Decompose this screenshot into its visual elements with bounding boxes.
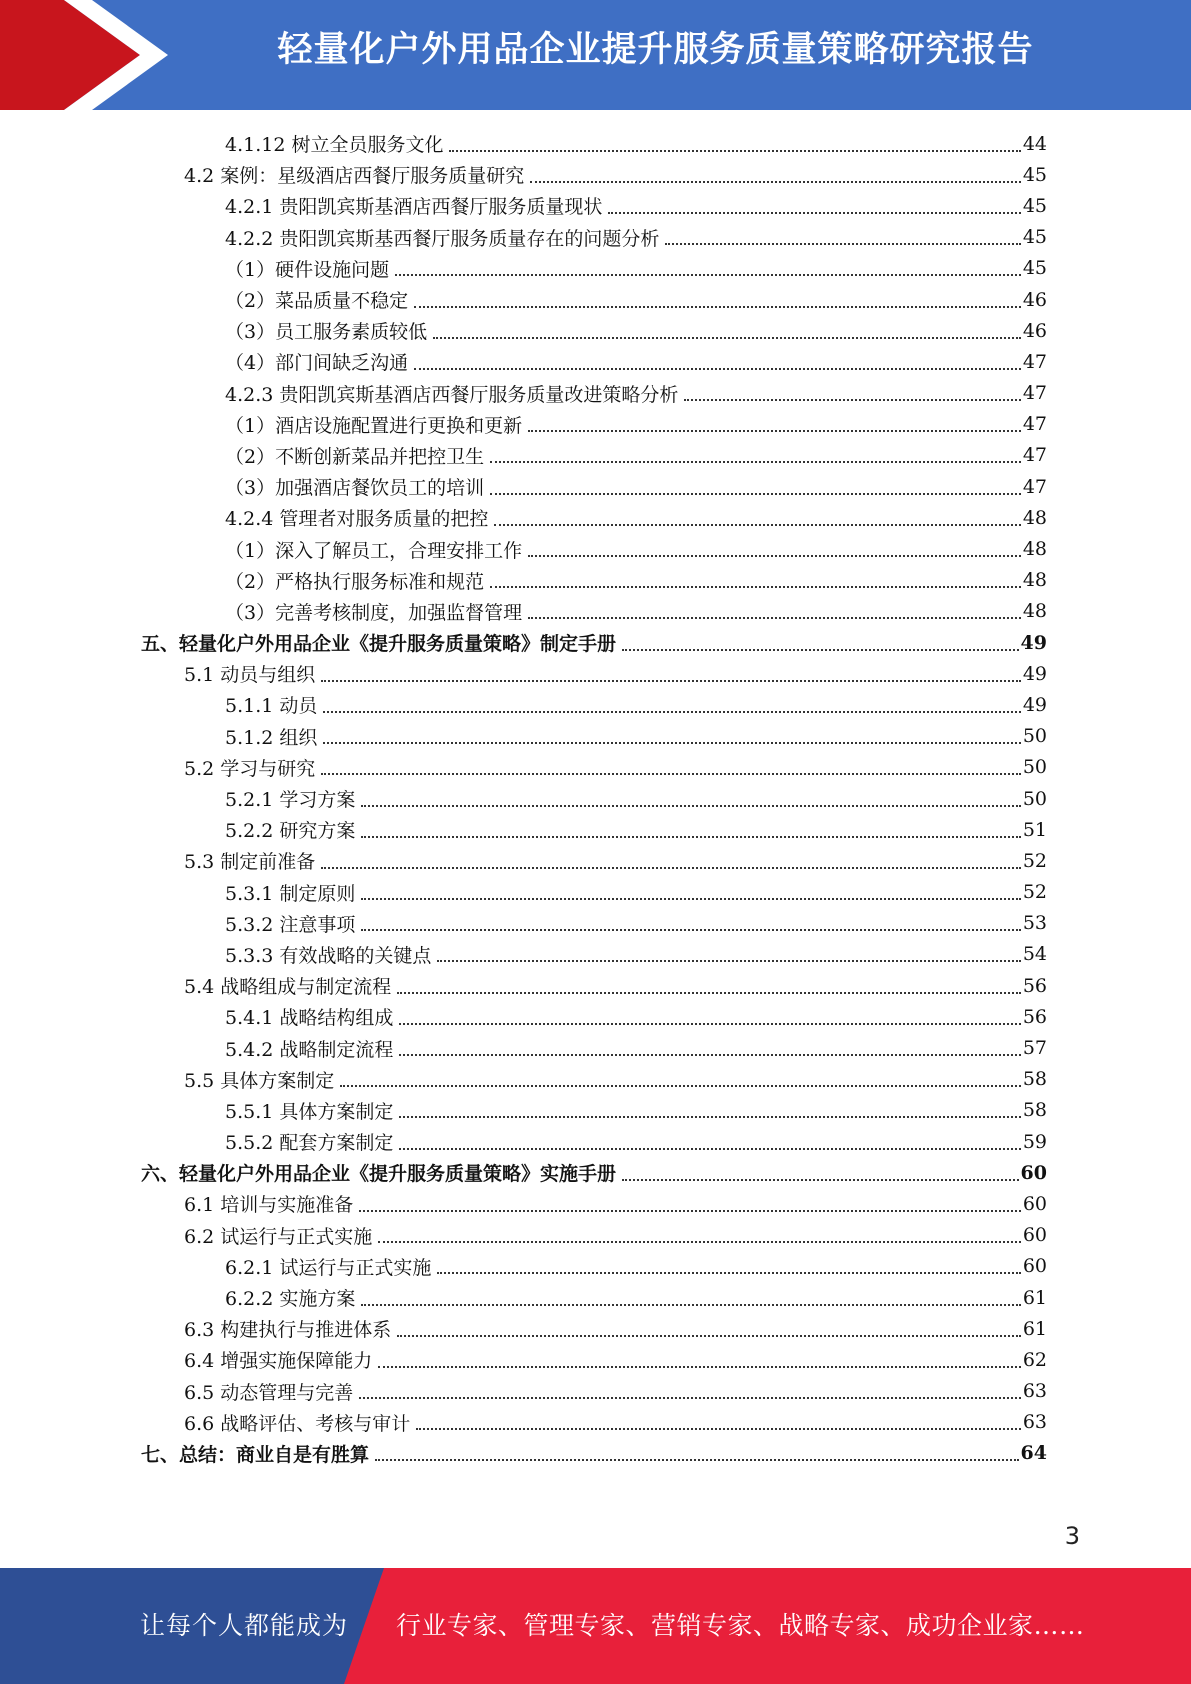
toc-entry-label: 5.2.2 研究方案 [225, 820, 356, 843]
toc-entry-page: 46 [1022, 288, 1047, 311]
toc-entry-label: 6.4 增强实施保障能力 [184, 1350, 373, 1373]
toc-entry-label: 6.1 培训与实施准备 [184, 1194, 354, 1217]
toc-dot-leader [375, 1459, 1019, 1461]
toc-dot-leader [361, 929, 1020, 931]
toc-entry-label: 4.2.4 管理者对服务质量的把控 [225, 508, 489, 531]
toc-entry-label: 6.5 动态管理与完善 [184, 1381, 354, 1404]
toc-entry-page: 47 [1022, 382, 1047, 405]
toc-entry-label: 5.5.2 配套方案制定 [225, 1132, 394, 1155]
toc-entry-label: 4.2.2 贵阳凯宾斯基西餐厅服务质量存在的问题分析 [225, 227, 660, 250]
toc-entry-label: 6.6 战略评估、考核与审计 [184, 1412, 411, 1435]
toc-dot-leader [321, 773, 1021, 775]
toc-entry[interactable] [0, 284, 1191, 315]
toc-entry-page: 50 [1022, 725, 1047, 748]
toc-entry[interactable] [0, 1282, 1191, 1313]
toc-entry[interactable] [0, 440, 1191, 471]
toc-entry-page: 58 [1022, 1068, 1047, 1091]
toc-entry[interactable] [0, 159, 1191, 190]
toc-dot-leader [359, 1397, 1021, 1399]
toc-entry[interactable] [0, 627, 1191, 658]
toc-dot-leader [323, 711, 1020, 713]
toc-entry[interactable] [0, 378, 1191, 409]
toc-entry[interactable] [0, 658, 1191, 689]
toc-entry-label: （3）加强酒店餐饮员工的培训 [225, 477, 485, 500]
toc-entry-page: 47 [1022, 350, 1047, 373]
toc-entry-label: 6.3 构建执行与推进体系 [184, 1319, 392, 1342]
toc-dot-leader [494, 524, 1020, 526]
toc-entry[interactable] [0, 752, 1191, 783]
toc-entry-page: 64 [1020, 1442, 1047, 1465]
toc-entry-label: （1）硬件设施问题 [225, 258, 390, 281]
toc-entry-page: 45 [1022, 257, 1047, 280]
toc-dot-leader [608, 212, 1020, 214]
footer-slogan-right: 行业专家、管理专家、营销专家、战略专家、成功企业家…… [396, 1611, 1085, 1640]
toc-entry-label: 5.2 学习与研究 [184, 757, 316, 780]
toc-entry[interactable] [0, 1344, 1191, 1375]
footer-slogan-left: 让每个人都能成为 [140, 1611, 349, 1640]
toc-entry-label: 5.5 具体方案制定 [184, 1069, 335, 1092]
toc-entry-page: 47 [1022, 444, 1047, 467]
toc-entry-page: 45 [1022, 226, 1047, 249]
toc-entry[interactable] [0, 409, 1191, 440]
toc-entry-label: （1）酒店设施配置进行更换和更新 [225, 414, 523, 437]
toc-entry[interactable] [0, 253, 1191, 284]
toc-entry-page: 61 [1022, 1317, 1047, 1340]
toc-entry[interactable] [0, 1313, 1191, 1344]
toc-entry[interactable] [0, 908, 1191, 939]
toc-entry[interactable] [0, 346, 1191, 377]
toc-entry[interactable] [0, 471, 1191, 502]
toc-entry[interactable] [0, 222, 1191, 253]
toc-entry-label: 5.4.2 战略制定流程 [225, 1038, 394, 1061]
toc-entry[interactable] [0, 1157, 1191, 1188]
page-footer [0, 1568, 1191, 1684]
toc-entry-page: 49 [1022, 662, 1047, 685]
toc-entry-page: 60 [1022, 1192, 1047, 1215]
toc-dot-leader [414, 368, 1021, 370]
toc-entry-page: 60 [1020, 1161, 1047, 1184]
toc-entry-page: 57 [1022, 1037, 1047, 1060]
toc-entry[interactable] [0, 596, 1191, 627]
toc-dot-leader [399, 1148, 1020, 1150]
toc-entry-label: 6.2 试运行与正式实施 [184, 1225, 373, 1248]
toc-entry[interactable] [0, 877, 1191, 908]
toc-entry-label: 五、轻量化户外用品企业《提升服务质量策略》制定手册 [141, 633, 617, 656]
toc-dot-leader [361, 836, 1020, 838]
toc-dot-leader [665, 243, 1020, 245]
toc-entry-page: 50 [1022, 787, 1047, 810]
toc-entry[interactable] [0, 970, 1191, 1001]
toc-dot-leader [361, 805, 1020, 807]
toc-entry-label: 6.2.2 实施方案 [225, 1288, 356, 1311]
toc-dot-leader [399, 1023, 1020, 1025]
toc-dot-leader [490, 461, 1021, 463]
document-title: 轻量化户外用品企业提升服务质量策略研究报告 [277, 30, 1034, 70]
toc-entry-page: 56 [1022, 1005, 1047, 1028]
toc-entry-label: （4）部门间缺乏沟通 [225, 352, 409, 375]
toc-dot-leader [437, 960, 1020, 962]
toc-dot-leader [449, 150, 1020, 152]
table-of-contents [0, 128, 1191, 1469]
toc-entry-page: 44 [1022, 132, 1047, 155]
toc-entry[interactable] [0, 1064, 1191, 1095]
toc-dot-leader [490, 493, 1021, 495]
toc-entry-page: 45 [1022, 163, 1047, 186]
toc-entry-label: （3）员工服务素质较低 [225, 321, 428, 344]
toc-entry-label: 七、总结：商业自是有胜算 [141, 1443, 370, 1466]
page-header [0, 0, 1191, 110]
toc-entry-label: （2）严格执行服务标准和规范 [225, 570, 485, 593]
toc-entry[interactable] [0, 1438, 1191, 1469]
toc-dot-leader [622, 1179, 1019, 1181]
toc-entry[interactable] [0, 502, 1191, 533]
toc-entry-label: 4.2 案例：星级酒店西餐厅服务质量研究 [184, 165, 525, 188]
toc-entry[interactable] [0, 1220, 1191, 1251]
toc-entry-page: 49 [1020, 631, 1047, 654]
toc-entry-label: 5.3.2 注意事项 [225, 913, 356, 936]
toc-entry[interactable] [0, 689, 1191, 720]
toc-entry-label: 5.1.1 动员 [225, 695, 318, 718]
toc-entry-page: 56 [1022, 974, 1047, 997]
toc-entry-page: 52 [1022, 849, 1047, 872]
toc-dot-leader [323, 742, 1020, 744]
toc-entry-page: 52 [1022, 881, 1047, 904]
toc-entry-page: 59 [1022, 1130, 1047, 1153]
toc-dot-leader [437, 1272, 1020, 1274]
toc-dot-leader [528, 430, 1021, 432]
toc-entry-page: 53 [1022, 912, 1047, 935]
toc-dot-leader [378, 1241, 1021, 1243]
toc-entry-label: 六、轻量化户外用品企业《提升服务质量策略》实施手册 [141, 1163, 617, 1186]
toc-dot-leader [321, 680, 1021, 682]
toc-entry-label: （2）菜品质量不稳定 [225, 290, 409, 313]
toc-entry-page: 45 [1022, 194, 1047, 217]
toc-entry[interactable] [0, 1095, 1191, 1126]
toc-entry-page: 47 [1022, 475, 1047, 498]
toc-entry[interactable] [0, 814, 1191, 845]
toc-dot-leader [321, 867, 1021, 869]
toc-entry-page: 61 [1022, 1286, 1047, 1309]
toc-dot-leader [397, 992, 1021, 994]
toc-entry-label: （3）完善考核制度，加强监督管理 [225, 601, 523, 624]
toc-dot-leader [399, 1116, 1020, 1118]
toc-entry-page: 60 [1022, 1255, 1047, 1278]
toc-entry-page: 47 [1022, 413, 1047, 436]
toc-dot-leader [399, 1054, 1020, 1056]
toc-entry-label: 5.4.1 战略结构组成 [225, 1007, 394, 1030]
toc-entry[interactable] [0, 1001, 1191, 1032]
toc-entry[interactable] [0, 533, 1191, 564]
toc-dot-leader [361, 898, 1020, 900]
toc-entry[interactable] [0, 565, 1191, 596]
toc-entry-label: 5.3.3 有效战略的关键点 [225, 944, 432, 967]
toc-dot-leader [684, 399, 1020, 401]
toc-entry-page: 49 [1022, 693, 1047, 716]
toc-entry[interactable] [0, 128, 1191, 159]
toc-entry-label: （1）深入了解员工，合理安排工作 [225, 539, 523, 562]
toc-entry-page: 62 [1022, 1348, 1047, 1371]
toc-entry-label: 4.1.12 树立全员服务文化 [225, 134, 444, 157]
toc-entry[interactable] [0, 783, 1191, 814]
toc-entry-page: 46 [1022, 319, 1047, 342]
toc-entry[interactable] [0, 1407, 1191, 1438]
toc-entry[interactable] [0, 1032, 1191, 1063]
toc-dot-leader [397, 1335, 1021, 1337]
toc-dot-leader [395, 274, 1021, 276]
toc-entry-page: 48 [1022, 600, 1047, 623]
toc-entry-label: 6.2.1 试运行与正式实施 [225, 1256, 432, 1279]
toc-entry-page: 48 [1022, 538, 1047, 561]
toc-dot-leader [530, 181, 1021, 183]
toc-entry[interactable] [0, 315, 1191, 346]
toc-entry[interactable] [0, 721, 1191, 752]
toc-entry-label: （2）不断创新菜品并把控卫生 [225, 445, 485, 468]
toc-dot-leader [622, 649, 1019, 651]
toc-entry-page: 50 [1022, 756, 1047, 779]
toc-dot-leader [359, 1210, 1021, 1212]
toc-entry-page: 63 [1022, 1411, 1047, 1434]
page-number: 3 [1064, 1522, 1080, 1550]
toc-dot-leader [490, 586, 1021, 588]
toc-dot-leader [378, 1366, 1021, 1368]
toc-entry-page: 48 [1022, 569, 1047, 592]
toc-entry-page: 54 [1022, 943, 1047, 966]
toc-entry[interactable] [0, 845, 1191, 876]
toc-entry-label: 4.2.3 贵阳凯宾斯基酒店西餐厅服务质量改进策略分析 [225, 383, 679, 406]
toc-entry-page: 48 [1022, 506, 1047, 529]
toc-dot-leader [340, 1085, 1021, 1087]
toc-entry-label: 5.3.1 制定原则 [225, 882, 356, 905]
toc-dot-leader [433, 337, 1021, 339]
toc-dot-leader [416, 1428, 1021, 1430]
toc-entry-label: 5.2.1 学习方案 [225, 789, 356, 812]
toc-entry-label: 5.1 动员与组织 [184, 664, 316, 687]
toc-dot-leader [528, 555, 1021, 557]
toc-entry-page: 60 [1022, 1224, 1047, 1247]
toc-entry-page: 51 [1022, 818, 1047, 841]
toc-entry[interactable] [0, 1376, 1191, 1407]
toc-entry[interactable] [0, 190, 1191, 221]
toc-entry-label: 4.2.1 贵阳凯宾斯基酒店西餐厅服务质量现状 [225, 196, 603, 219]
toc-entry-page: 58 [1022, 1099, 1047, 1122]
toc-dot-leader [361, 1304, 1020, 1306]
toc-dot-leader [528, 617, 1021, 619]
toc-entry[interactable] [0, 939, 1191, 970]
toc-entry-label: 5.4 战略组成与制定流程 [184, 976, 392, 999]
toc-entry-label: 5.5.1 具体方案制定 [225, 1100, 394, 1123]
toc-entry-page: 63 [1022, 1380, 1047, 1403]
toc-entry-label: 5.1.2 组织 [225, 726, 318, 749]
toc-entry[interactable] [0, 1126, 1191, 1157]
toc-entry[interactable] [0, 1251, 1191, 1282]
toc-entry-label: 5.3 制定前准备 [184, 851, 316, 874]
toc-dot-leader [414, 306, 1021, 308]
toc-entry[interactable] [0, 1188, 1191, 1219]
